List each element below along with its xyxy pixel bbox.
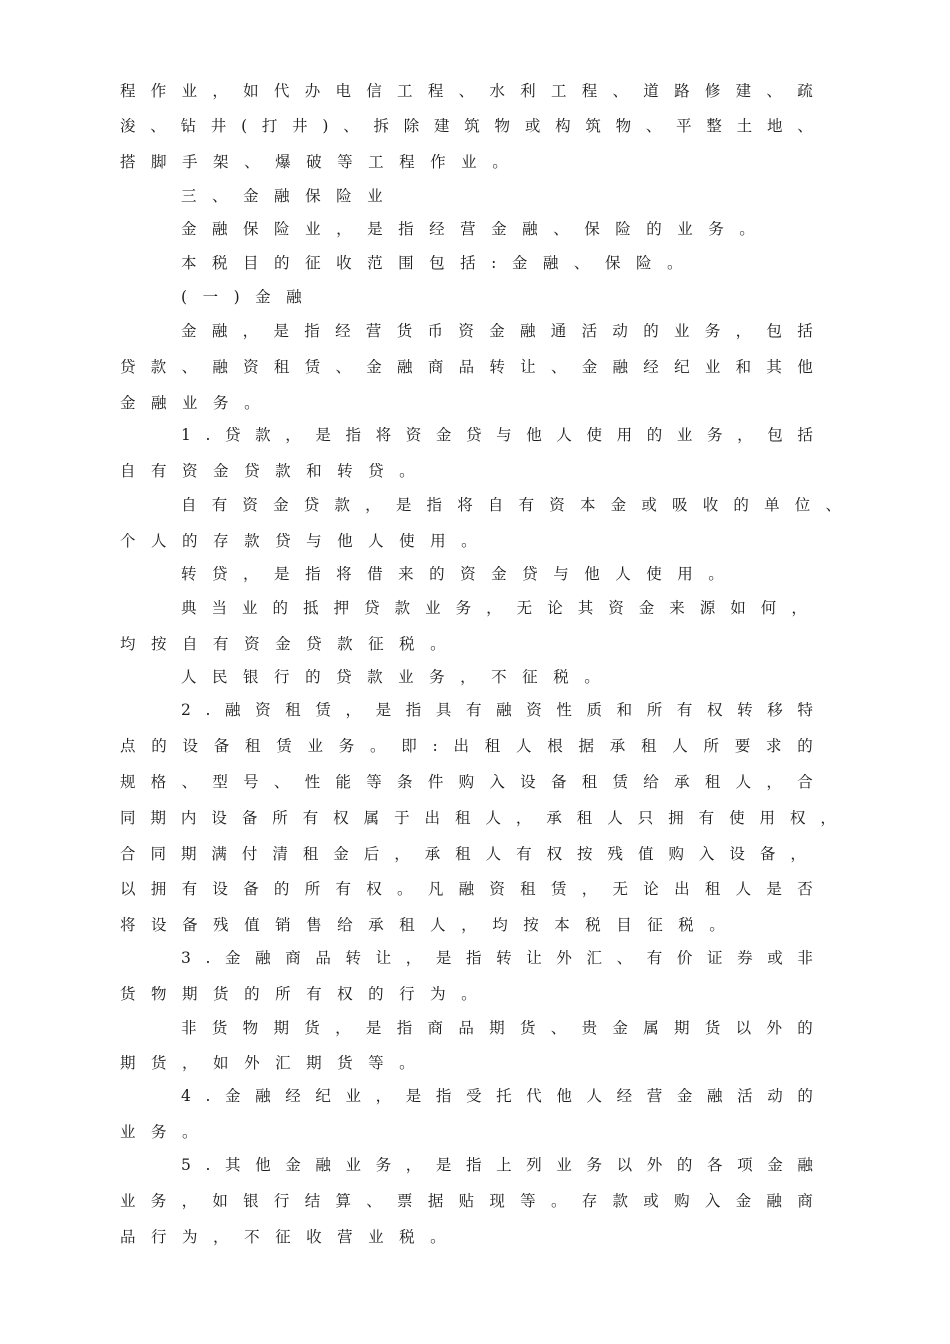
text-line: 货 物 期 货 的 所 有 权 的 行 为 。 (120, 985, 477, 1003)
section-heading: 三 、 金 融 保 险 业 (181, 187, 383, 205)
text-line: 个 人 的 存 款 贷 与 他 人 使 用 。 (120, 532, 477, 550)
text-line: 自 有 资 金 贷 款 和 转 贷 。 (120, 462, 415, 480)
text-line: 3 . 金 融 商 品 转 让 ， 是 指 转 让 外 汇 、 有 价 证 券 或 非 (181, 949, 813, 967)
text-line: 4 . 金 融 经 纪 业 ， 是 指 受 托 代 他 人 经 营 金 融 活 动 的 (181, 1087, 813, 1105)
text-line: 同 期 内 设 备 所 有 权 属 于 出 租 人 ， 承 租 人 只 拥 有 使 用 权 ， (120, 809, 836, 827)
text-line: 非 货 物 期 货 ， 是 指 商 品 期 货 、 贵 金 属 期 货 以 外 的 (181, 1019, 813, 1037)
text-line: 金 融 保 险 业 ， 是 指 经 营 金 融 、 保 险 的 业 务 。 (181, 220, 755, 238)
text-line: 金 融 ， 是 指 经 营 货 币 资 金 融 通 活 动 的 业 务 ， 包 括 (181, 322, 813, 340)
text-line: 人 民 银 行 的 贷 款 业 务 ， 不 征 税 。 (181, 668, 600, 686)
text-line: 合 同 期 满 付 清 租 金 后 ， 承 租 人 有 权 按 残 值 购 入 设 备 ， (120, 845, 806, 863)
text-line: 期 货 ， 如 外 汇 期 货 等 。 (120, 1054, 415, 1072)
text-line: 均 按 自 有 资 金 贷 款 征 税 。 (120, 635, 446, 653)
text-line: 将 设 备 残 值 销 售 给 承 租 人 ， 均 按 本 税 目 征 税 。 (120, 916, 725, 934)
text-line: 品 行 为 ， 不 征 收 营 业 税 。 (120, 1228, 446, 1246)
text-line: 点 的 设 备 租 赁 业 务 。 即 : 出 租 人 根 据 承 租 人 所 要 求 的 (120, 737, 813, 755)
text-line: 浚 、 钻 井 ( 打 井 ) 、 拆 除 建 筑 物 或 构 筑 物 、 平 整 土 地 、 (120, 117, 813, 135)
text-line: 本 税 目 的 征 收 范 围 包 括 : 金 融 、 保 险 。 (181, 254, 683, 272)
text-line: 业 务 ， 如 银 行 结 算 、 票 据 贴 现 等 。 存 款 或 购 入 金 融 商 (120, 1192, 813, 1210)
subsection-heading: ( 一 ) 金 融 (181, 288, 302, 306)
text-line: 业 务 。 (120, 1123, 198, 1141)
text-line: 搭 脚 手 架 、 爆 破 等 工 程 作 业 。 (120, 153, 508, 171)
text-line: 1 . 贷 款 ， 是 指 将 资 金 贷 与 他 人 使 用 的 业 务 ， 包 括 (181, 426, 813, 444)
text-line: 以 拥 有 设 备 的 所 有 权 。 凡 融 资 租 赁 ， 无 论 出 租 人 是 否 (120, 880, 813, 898)
text-line: 转 贷 ， 是 指 将 借 来 的 资 金 贷 与 他 人 使 用 。 (181, 565, 724, 583)
text-line: 规 格 、 型 号 、 性 能 等 条 件 购 入 设 备 租 赁 给 承 租 人 ， 合 (120, 773, 813, 791)
text-line: 典 当 业 的 抵 押 贷 款 业 务 ， 无 论 其 资 金 来 源 如 何 ， (181, 599, 807, 617)
text-line: 金 融 业 务 。 (120, 394, 260, 412)
text-line: 程 作 业 ， 如 代 办 电 信 工 程 、 水 利 工 程 、 道 路 修 建 、 疏 (120, 82, 813, 100)
text-line: 5 . 其 他 金 融 业 务 ， 是 指 上 列 业 务 以 外 的 各 项 金 融 (181, 1156, 813, 1174)
text-line: 2 . 融 资 租 赁 ， 是 指 具 有 融 资 性 质 和 所 有 权 转 移 特 (181, 701, 813, 719)
text-line: 自 有 资 金 贷 款 ， 是 指 将 自 有 资 本 金 或 吸 收 的 单 位 、 (181, 496, 841, 514)
text-line: 贷 款 、 融 资 租 赁 、 金 融 商 品 转 让 、 金 融 经 纪 业 和 其 他 (120, 358, 813, 376)
